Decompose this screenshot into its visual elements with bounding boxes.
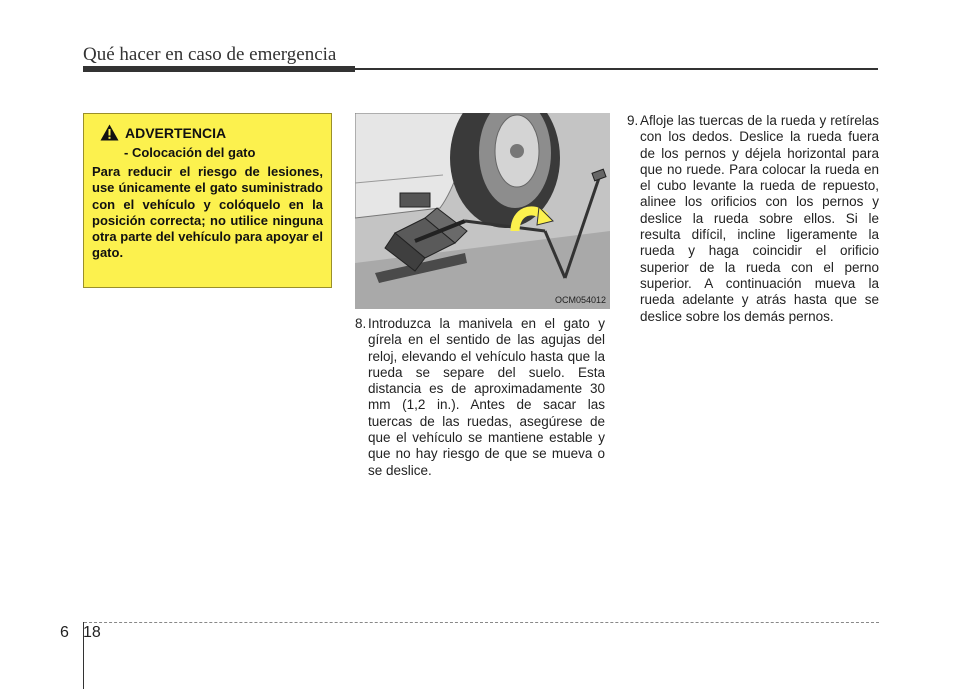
page-number xyxy=(60,624,101,642)
warning-body: Para reducir el riesgo de lesiones, use únicamente el gato suministrado con el vehículo y colóquelo en la posición correcta; no utilice ninguna otra parte del vehículo para apoyar el gato. xyxy=(92,164,323,261)
step-number: 8. xyxy=(355,316,367,331)
figure-code: OCM054012 xyxy=(554,295,606,305)
jack-illustration xyxy=(355,113,610,309)
header-rule xyxy=(83,66,878,72)
page-number-value: 18 xyxy=(83,624,101,641)
warning-title: ADVERTENCIA xyxy=(125,124,227,141)
step-8 xyxy=(355,316,605,479)
footer-dashed-rule xyxy=(84,622,879,623)
warning-subtitle: - Colocación del gato xyxy=(124,145,256,160)
step-text: Introduzca la manivela en el gato y gírela en el sentido de las agujas del reloj, elevando el vehículo hasta que la rueda se separe del suelo. Esta distancia es de aproximadamente 30 mm (1,2 in.). Antes de sacar las tuercas de las ruedas, asegúrese de que el vehículo se mantiene estable y que no hay riesgo de que se mueva o se deslice. xyxy=(368,316,605,478)
warning-triangle-icon xyxy=(100,124,119,141)
step-text: Afloje las tuercas de la rueda y retírelas con los dedos. Deslice la rueda fuera de los pernos y déjela horizontal para que no ruede. Para colocar la rueda en el cubo levante la rueda de repuesto, alinee los orificios con los pernos y deslice la rueda sobre ellos. Si le resulta difícil, incline ligeramente la rueda y haga coincidir el orificio superior de la rueda con el perno superior. A continuación mueva la rueda adelante y atrás hasta que se deslice sobre los demás pernos. xyxy=(640,113,879,324)
step-number: 9. xyxy=(627,113,639,128)
warning-box xyxy=(83,113,332,288)
step-9 xyxy=(627,113,879,325)
jack-drawing xyxy=(355,113,610,309)
page-header-title: Qué hacer en caso de emergencia xyxy=(83,44,337,65)
chapter-number: 6 xyxy=(60,624,69,641)
